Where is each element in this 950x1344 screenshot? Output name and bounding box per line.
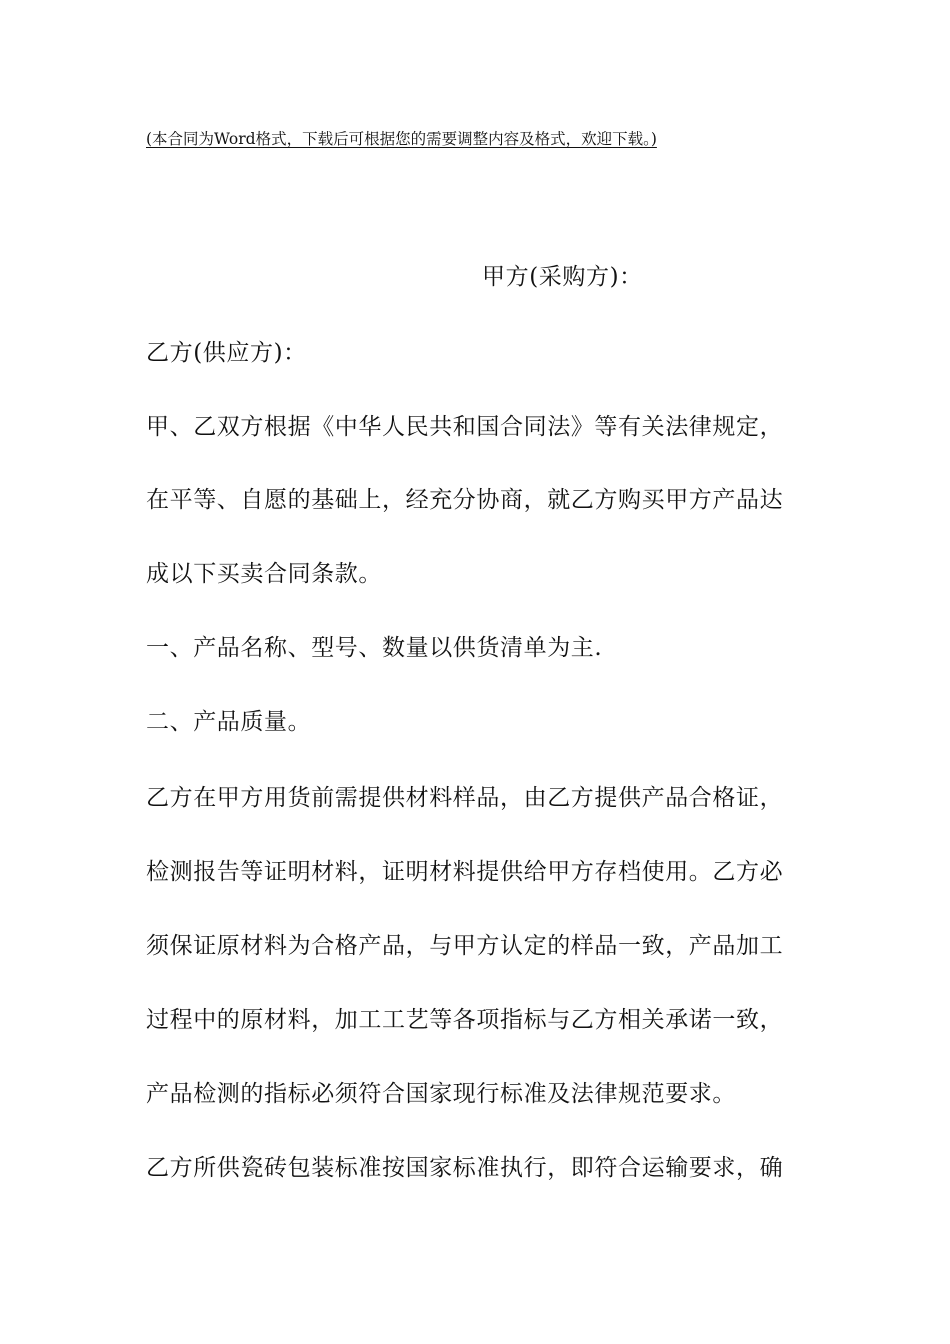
paragraph-line: 成以下买卖合同条款。 bbox=[146, 561, 382, 587]
clause-heading-1: 一、产品名称、型号、数量以供货清单为主. bbox=[146, 635, 603, 661]
paragraph-line: 在平等、自愿的基础上，经充分协商，就乙方购买甲方产品达 bbox=[146, 487, 784, 513]
paragraph-line: 乙方在甲方用货前需提供材料样品，由乙方提供产品合格证， bbox=[146, 785, 784, 811]
clause-heading-2: 二、产品质量。 bbox=[146, 709, 312, 735]
paragraph-line: 过程中的原材料，加工工艺等各项指标与乙方相关承诺一致， bbox=[146, 1007, 784, 1033]
paragraph-line: 乙方所供瓷砖包装标准按国家标准执行，即符合运输要求，确 bbox=[146, 1155, 784, 1181]
paragraph-line: 检测报告等证明材料，证明材料提供给甲方存档使用。乙方必 bbox=[146, 859, 784, 885]
party-b-label: 乙方(供应方)： bbox=[146, 340, 307, 366]
paragraph-line: 甲、乙双方根据《中华人民共和国合同法》等有关法律规定， bbox=[146, 414, 784, 440]
party-a-label: 甲方(采购方)： bbox=[482, 264, 643, 290]
paragraph-line: 产品检测的指标必须符合国家现行标准及法律规范要求。 bbox=[146, 1081, 736, 1107]
paragraph-line: 须保证原材料为合格产品，与甲方认定的样品一致，产品加工 bbox=[146, 933, 784, 959]
format-notice: (本合同为Word格式，下载后可根据您的需要调整内容及格式，欢迎下载。) bbox=[146, 130, 657, 148]
